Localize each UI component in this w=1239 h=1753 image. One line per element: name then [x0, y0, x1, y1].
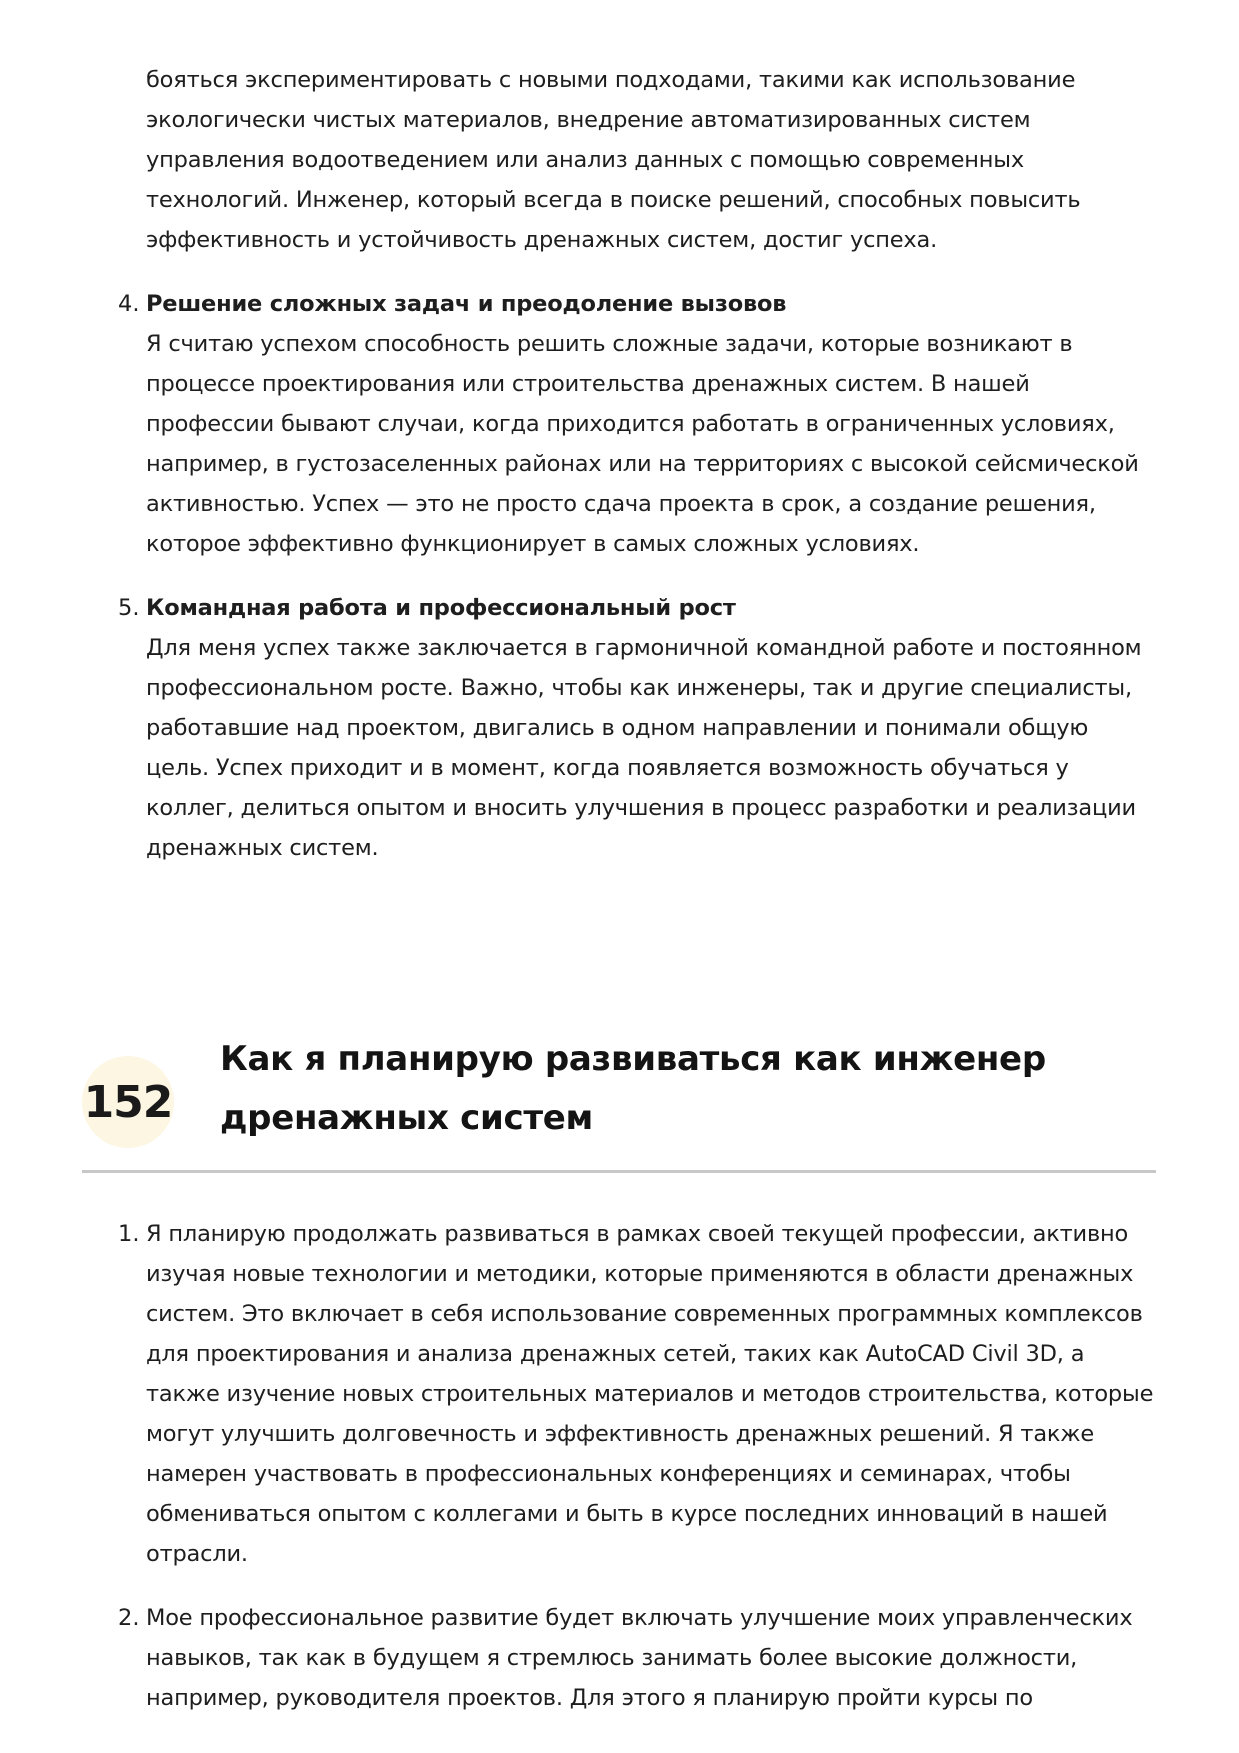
list-item-body: Я считаю успехом способность решить сложные задачи, которые возникают в процессе проектирования или строительства дренажных систем. В нашей профессии бывают случаи, когда приходится работать в ограниченных условиях, например, в густозаселенных районах или на территориях с высокой сейсмической активностью. Успех — это не просто сдача проекта в срок, а создание решения, которое эффективно функционирует в самых сложных условиях. [146, 331, 1139, 557]
section-number-badge: 152 [82, 1056, 174, 1148]
list-item-number: 5. [118, 595, 140, 621]
list-item [116, 1214, 1156, 1574]
list-item-number: 2. [118, 1605, 140, 1631]
development-list [116, 1214, 1156, 1718]
list-item [116, 1598, 1156, 1718]
list-item-number: 4. [118, 291, 140, 317]
continuation-paragraph: бояться экспериментировать с новыми подходами, такими как использование экологически чистых материалов, внедрение автоматизированных систем управления водоотведением или анализ данных с помощью современных технологий. Инженер, который всегда в поиске решений, способных повысить эффективность и устойчивость дренажных систем, достиг успеха. [146, 67, 1081, 253]
section-header [80, 1039, 1156, 1180]
list-item-body: Я планирую продолжать развиваться в рамках своей текущей профессии, активно изучая новые технологии и методики, которые применяются в области дренажных систем. Это включает в себя использование современных программных комплексов для проектирования и анализа дренажных сетей, таких как AutoCAD Civil 3D, а также изучение новых строительных материалов и методов строительства, которые могут улучшить долговечность и эффективность дренажных решений. Я также намерен участвовать в профессиональных конференциях и семинарах, чтобы обмениваться опытом с коллегами и быть в курсе последних инноваций в нашей отрасли. [146, 1221, 1154, 1567]
list-item-title: Командная работа и профессиональный рост [146, 595, 736, 621]
list-item-body: Для меня успех также заключается в гармоничной командной работе и постоянном профессиональном росте. Важно, чтобы как инженеры, так и другие специалисты, работавшие над проектом, двигались в одном направлении и понимали общую цель. Успех приходит и в момент, когда появляется возможность обучаться у коллег, делиться опытом и вносить улучшения в процесс разработки и реализации дренажных систем. [146, 635, 1142, 861]
list-item-number: 1. [118, 1221, 140, 1247]
section-divider [82, 1170, 1156, 1173]
section-title: Как я планирую развиваться как инженер дренажных систем [220, 1039, 1046, 1138]
list-item [116, 588, 1156, 868]
list-item-title: Решение сложных задач и преодоление вызовов [146, 291, 787, 317]
list-item [116, 284, 1156, 564]
list-item-body: Мое профессиональное развитие будет включать улучшение моих управленческих навыков, так как в будущем я стремлюсь занимать более высокие должности, например, руководителя проектов. Для этого я планирую пройти курсы по [146, 1605, 1133, 1711]
success-list [116, 284, 1156, 868]
